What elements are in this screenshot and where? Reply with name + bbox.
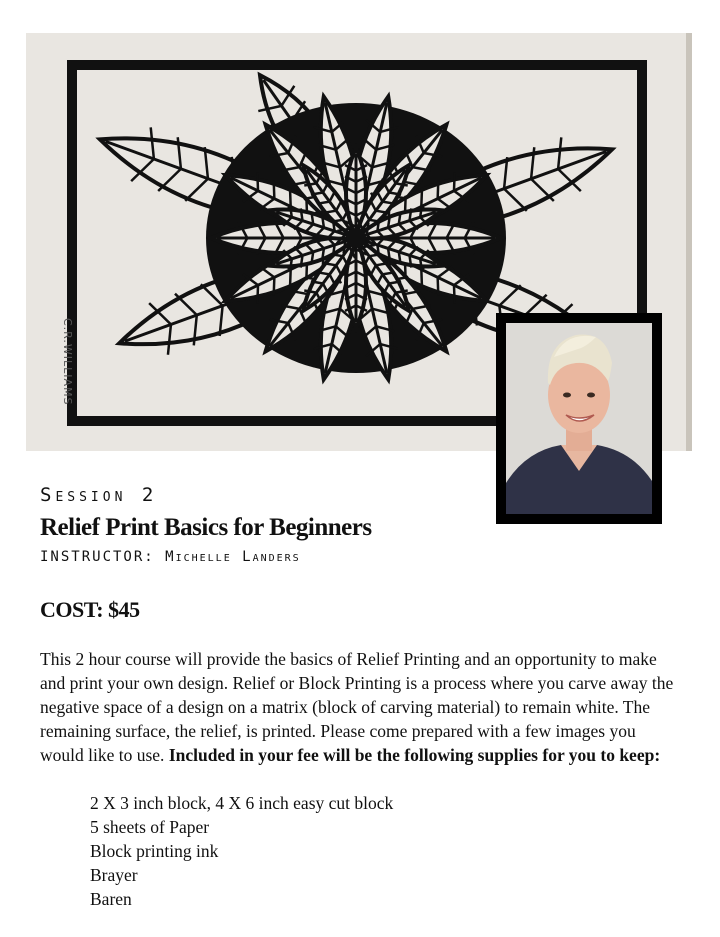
supplies-list	[90, 791, 393, 911]
description-text: This 2 hour course will provide the basics of Relief Printing and an opportunity to make and print your own design. Relief or Block Printing is a process where you carve away the negative space of a design on a matrix (block of carving material) to remain white. The remaining surface, the relief, is printed. Please come prepared with a few images you would like to use.	[40, 649, 674, 765]
instructor-name: INSTRUCTOR: Michelle Landers	[40, 549, 301, 565]
artist-signature: C.R.WILLIAMS	[61, 318, 74, 406]
instructor-photo-frame	[496, 313, 662, 524]
course-description	[40, 647, 680, 767]
supply-item: Block printing ink	[90, 841, 219, 861]
session-label: Session 2	[40, 484, 158, 506]
course-title: Relief Print Basics for Beginners	[40, 514, 372, 541]
course-cost: COST: $45	[40, 597, 140, 622]
supply-item: 2 X 3 inch block, 4 X 6 inch easy cut block	[90, 793, 394, 813]
supply-item: Baren	[90, 889, 132, 909]
included-supplies-note: Included in your fee will be the following supplies for you to keep:	[168, 745, 661, 765]
supply-item: 5 sheets of Paper	[90, 817, 210, 837]
supply-item: Brayer	[90, 865, 138, 885]
instructor-photo	[506, 323, 652, 514]
